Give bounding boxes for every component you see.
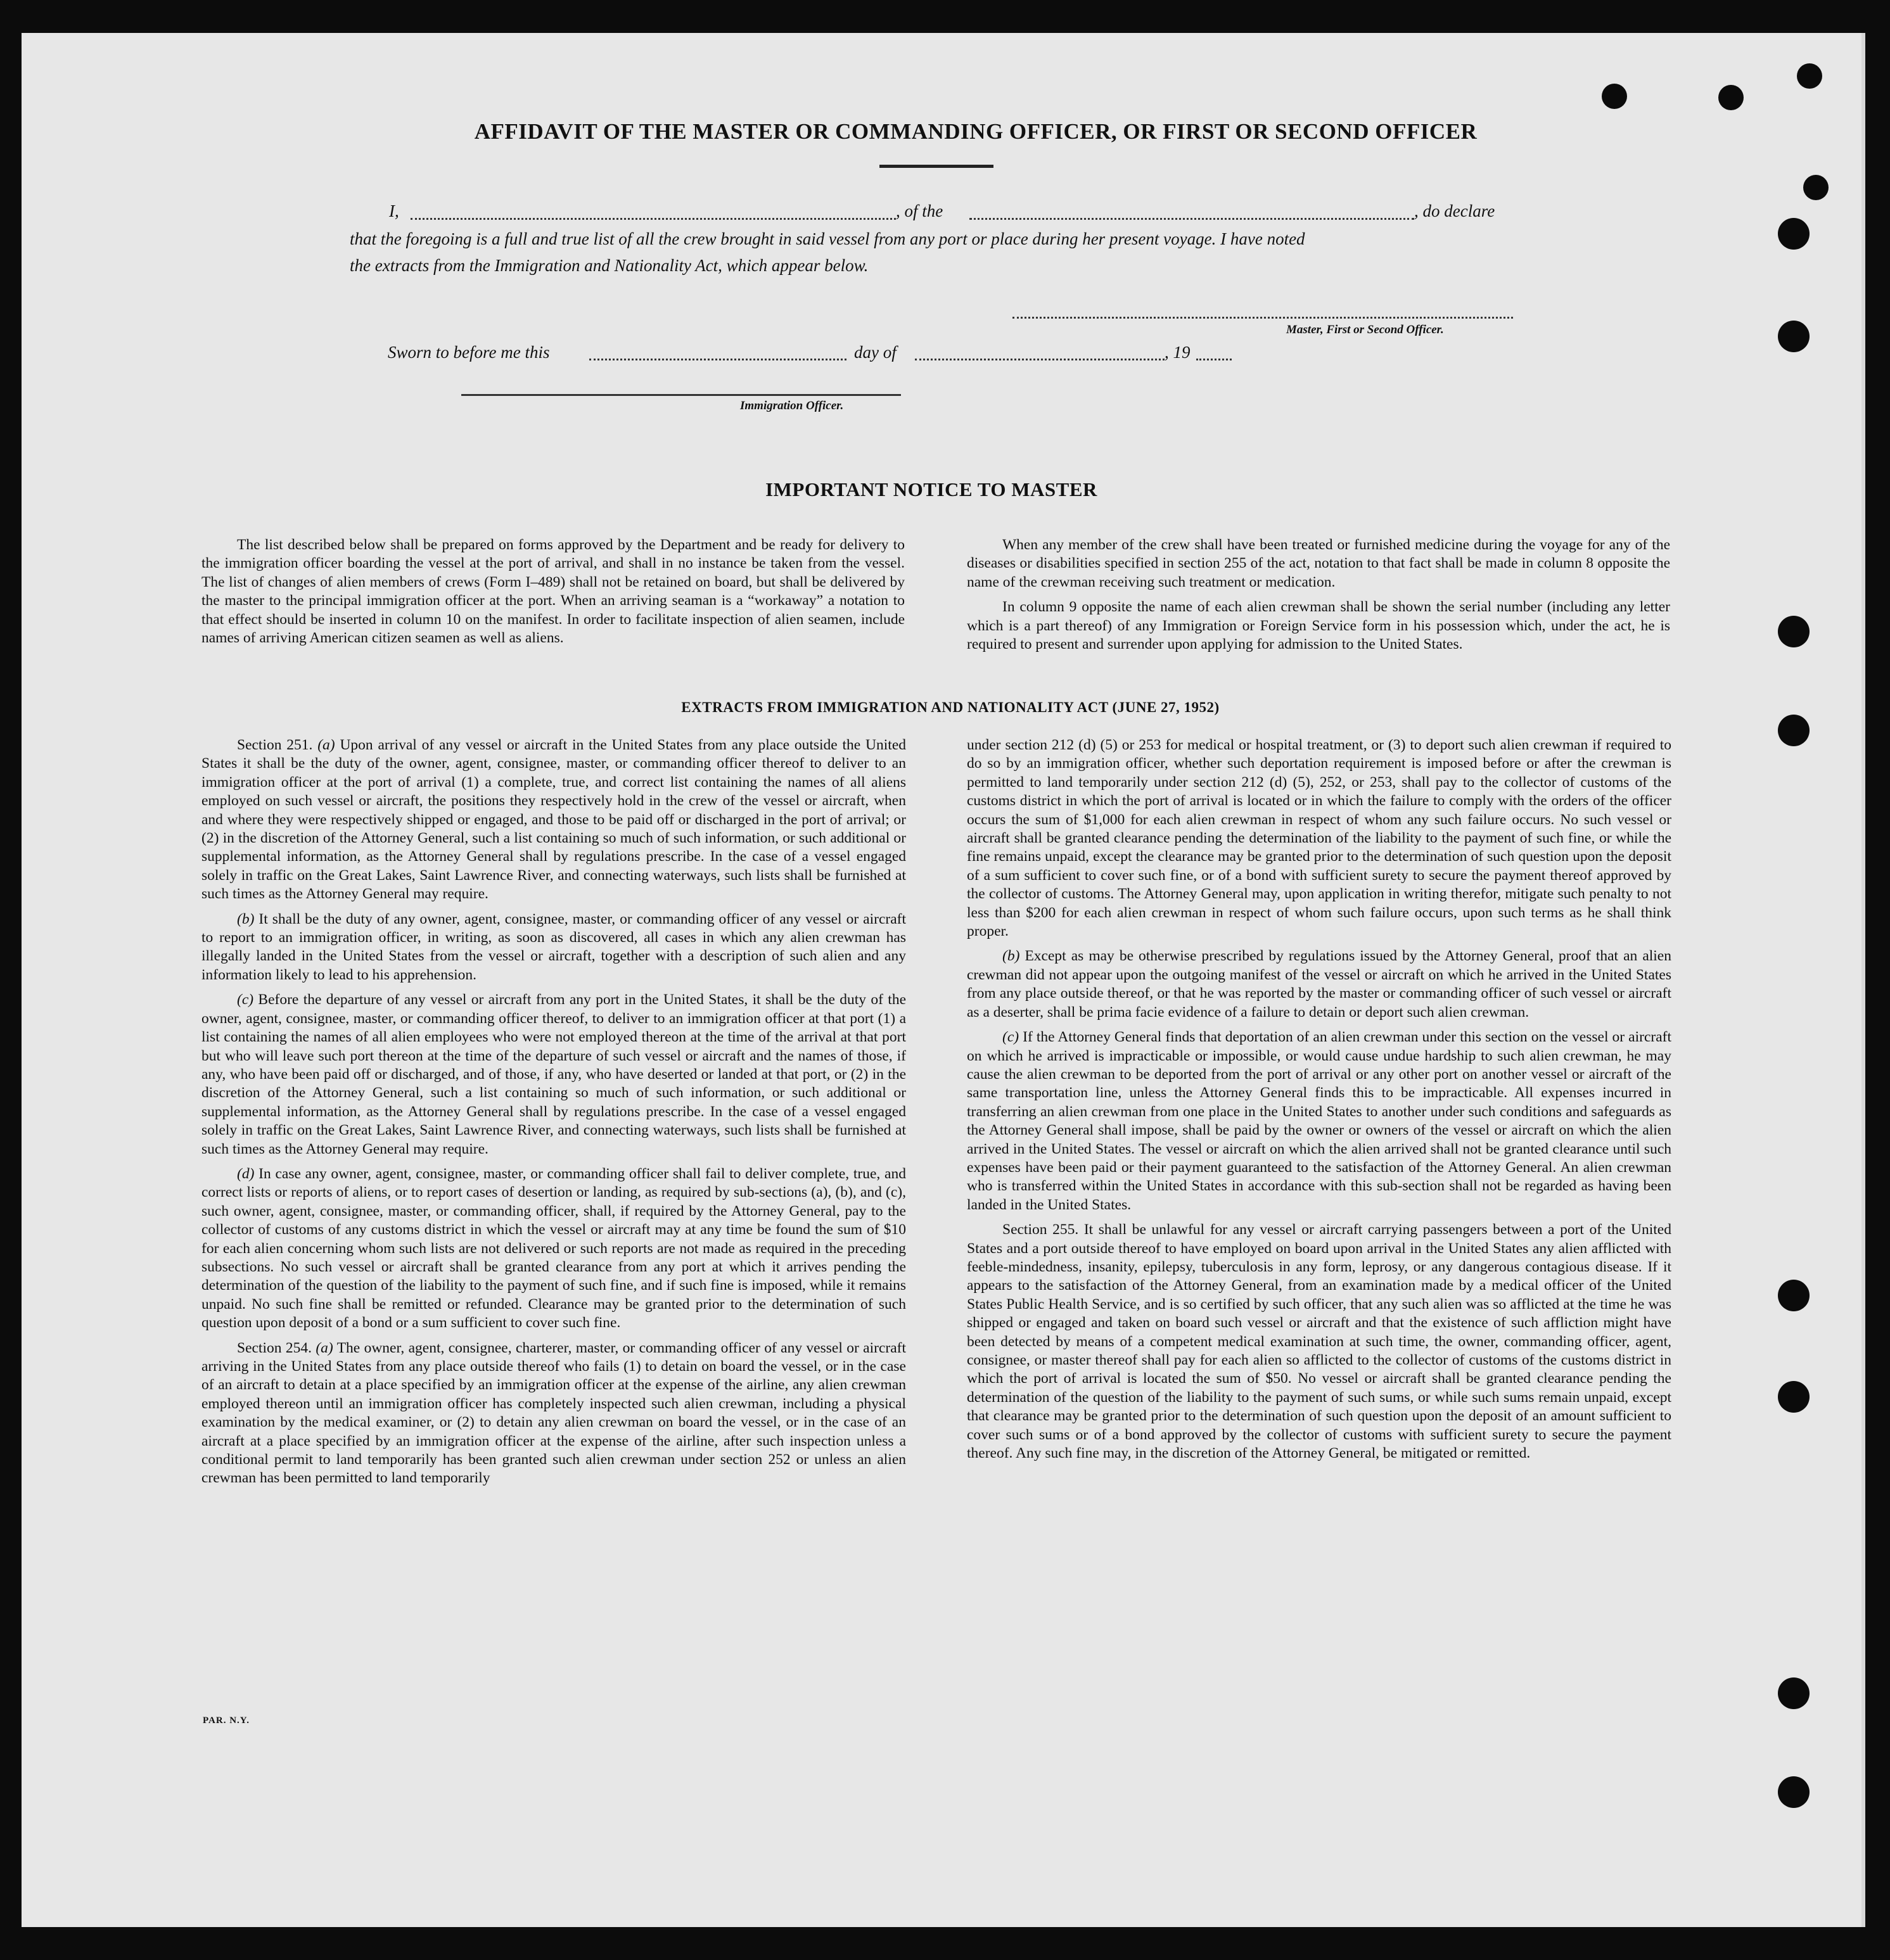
title-underline: [879, 165, 993, 168]
affidavit-line-2: that the foregoing is a full and true list of all the crew brought in said vessel from any port or place during her present voyage. I have noted: [350, 229, 1305, 248]
punch-hole: [1718, 85, 1744, 110]
subsection-marker: (a): [317, 737, 335, 753]
year-prefix: , 19: [1165, 343, 1191, 362]
extract-paragraph: [201, 991, 906, 1159]
notice-paragraph: When any member of the crew shall have been treated or furnished medicine during the voyage for any of the diseases or disabilities specified in section 255 of the act, notation to that fact shall be made in column 8 opposite the name of the crewman receiving such treatment or medication.: [967, 537, 1670, 590]
sworn-day-blank[interactable]: [589, 359, 846, 360]
officer-signature-line[interactable]: [461, 394, 901, 396]
section-lead: Section 255.: [1002, 1221, 1084, 1238]
notice-paragraph: In column 9 opposite the name of each alien crewman shall be shown the serial number (including any letter which is a part thereof) of any Immigration or Foreign Service form in his possession which, under the act, he is required to present and surrender upon applying for admission to the United States.: [967, 599, 1670, 653]
subsection-marker: (b): [1002, 948, 1020, 965]
extract-text: It shall be the duty of any owner, agent, consignee, master, or commanding officer of any vessel or aircraft to report to an immigration officer, in writing, as soon as discovered, all cases in which any alien crewman has illegally landed in the United States from the vessel or aircraft, together with a description of such alien and any information likely to lead to his apprehension.: [201, 910, 906, 983]
subsection-marker: (c): [1002, 1029, 1019, 1046]
extract-text: Upon arrival of any vessel or aircraft in the United States from any place outside the United States it shall be the duty of the owner, agent, consignee, master, or commanding officer thereof to deliver to an immigration officer at the port of arrival (1) a complete, true, and correct list containing the names of all aliens employed on such vessel or aircraft, the positions they respectively hold in the crew of the vessel or aircraft, when and where they were respectively shipped or engaged, and those to be paid off or discharged in the port of arrival; or (2) in the discretion of the Attorney General, such a list containing so much of such information, or such additional or supplemental information, as the Attorney General shall by regulations prescribe. In the case of a vessel engaged solely in traffic on the Great Lakes, Saint Lawrence River, and connecting waterways, such lists shall be furnished at such times as the Attorney General may require.: [201, 737, 906, 903]
extract-paragraph: [967, 947, 1671, 1022]
punch-hole: [1778, 1677, 1810, 1709]
officer-caption: Immigration Officer.: [740, 399, 844, 412]
punch-hole: [1778, 1381, 1810, 1413]
extract-text: under section 212 (d) (5) or 253 for medical or hospital treatment, or (3) to deport such alien crewman if required to do so by an immigration officer, whether such deportation requirement is imposed before or after the crewman is permitted to land temporarily under section 212 (d) (5), 252, or 253, shall pay to the collector of customs of the customs district in which the port of arrival is located or in which the failure to comply with the orders of the officer occurs the sum of $1,000 for each alien crewman in respect of whom any such failure occurs. No such vessel or aircraft shall be granted clearance pending the determination of the liability to the payment of such fine, or while the fine remains unpaid, except the clearance may be granted prior to the determination of such question upon the deposit of a sum sufficient to cover such fine, or of a bond with sufficient surety to secure the payment thereof approved by the collector of customs. The Attorney General may, upon application in writing therefor, mitigate such penalty to not less than $200 for each alien crewman in respect of whom such failure occurs, upon such terms as he shall think proper.: [967, 737, 1671, 940]
extract-paragraph: [201, 1165, 906, 1333]
affidavit-line-3: the extracts from the Immigration and Nationality Act, which appear below.: [350, 256, 869, 275]
punch-hole: [1778, 1776, 1810, 1808]
notice-paragraph: The list described below shall be prepared on forms approved by the Department and be ready for delivery to the immigration officer boarding the vessel at the port of arrival, and shall in no instance be taken from the vessel. The list of changes of alien members of crews (Form I–489) shall not be retained on board, but shall be delivered by the master to the principal immigration officer at the port. When an arriving seaman is a “workaway” a notation to that effect should be inserted in column 10 on the manifest. In order to facilitate inspection of alien seamen, include names of arriving American citizen seamen as well as aliens.: [201, 537, 905, 647]
subsection-marker: (c): [237, 991, 254, 1009]
extract-text: Before the departure of any vessel or aircraft from any port in the United States, it shall be the duty of the owner, agent, consignee, master, or commanding officer thereof, to deliver to an immigration officer at that port (1) a list containing the names of all alien employees who were not employed thereon at the time of the arrival at that port but who will leave such port thereon at the time of the departure of such vessel or aircraft and the names of those, if any, who have been paid off or discharged, and of those, if any, who have deserted or landed at that port, or (2) in the discretion of the Attorney General, such a list containing so much of such information, or such additional or supplemental information, as the Attorney General shall by regulations prescribe. In the case of a vessel engaged solely in traffic on the Great Lakes, Saint Lawrence River, and connecting waterways, such lists shall be furnished at such times as the Attorney General may require.: [201, 991, 906, 1157]
punch-hole: [1797, 63, 1822, 89]
punch-hole: [1778, 218, 1810, 250]
extract-paragraph: [967, 1028, 1671, 1214]
month-blank[interactable]: [915, 359, 1165, 360]
affidavit-do-declare: , do declare: [1414, 201, 1495, 220]
extract-paragraph: [967, 1221, 1671, 1463]
extract-paragraph: [967, 736, 1671, 941]
printer-mark: PAR. N.Y.: [203, 1715, 250, 1726]
extract-text: Except as may be otherwise prescribed by regulations issued by the Attorney General, proof that an alien crewman did not appear upon the outgoing manifest of the vessel or aircraft on which he arrived in the United States from any place outside thereof, or that he was reported by the master or commanding officer of such vessel or aircraft as a deserter, shall be prima facie evidence of a failure to detain or deport such alien crewman.: [967, 948, 1671, 1021]
extracts-right-column: [967, 736, 1671, 1469]
notice-title: IMPORTANT NOTICE TO MASTER: [765, 478, 1097, 500]
notice-left-column: [201, 536, 905, 654]
extract-text: The owner, agent, consignee, charterer, master, or commanding officer of any vessel or aircraft arriving in the United States from any place outside thereof who fails (1) to detain on board the vessel, or in the case of an aircraft to detain at a place specified by an immigration officer at the expense of the airline, any alien crewman employed thereon until an immigration officer has completely inspected such alien crewman, including a physical examination by the medical examiner, or (2) to detain any alien crewman on board the vessel, or in the case of an aircraft at a place specified by an immigration officer at the expense of the airline, after such inspection unless a conditional permit to land temporarily has been granted such alien crewman under section 252 or unless an alien crewman has been permitted to land temporarily: [201, 1339, 906, 1487]
punch-hole: [1778, 715, 1810, 746]
extract-paragraph: [201, 1339, 906, 1488]
rank-blank[interactable]: [969, 218, 1414, 220]
extract-text: If the Attorney General finds that deportation of an alien crewman under this section on the vessel or aircraft on which he arrived is impracticable or impossible, or would cause undue hardship to such alien crewman, he may cause the alien crewman to be deported from the port of arrival or any other port on another vessel or aircraft of the same transportation line, unless the Attorney General finds this to be impracticable. All expenses incurred in transferring an alien crewman from one place in the United States to another under such conditions and safeguards as the Attorney General shall impose, shall be paid by the owner or owners of the vessel or aircraft on which the alien arrived in the United States. The vessel or aircraft on which the alien arrived shall not be granted clearance until such expenses have been paid or their payment guaranteed to the satisfaction of the Attorney General. An alien crewman who is transferred within the United States in accordance with this sub-section shall not be regarded as having been landed in the United States.: [967, 1029, 1671, 1213]
section-lead: Section 254.: [237, 1339, 316, 1356]
subsection-marker: (b): [237, 910, 255, 927]
subsection-marker: (a): [316, 1339, 333, 1356]
extract-paragraph: [201, 910, 906, 985]
affidavit-title: AFFIDAVIT OF THE MASTER OR COMMANDING OFFICER, OR FIRST OR SECOND OFFICER: [474, 119, 1478, 144]
punch-hole: [1778, 1280, 1810, 1311]
extracts-left-column: [201, 736, 906, 1494]
affidavit-of-the: , of the: [896, 201, 943, 220]
master-signature-line[interactable]: [1012, 317, 1513, 319]
extract-paragraph: [201, 736, 906, 904]
extracts-title: EXTRACTS FROM IMMIGRATION AND NATIONALITY ACT (JUNE 27, 1952): [681, 699, 1220, 715]
subsection-marker: (d): [237, 1165, 255, 1182]
master-caption: Master, First or Second Officer.: [1286, 323, 1444, 336]
punch-hole: [1602, 84, 1627, 109]
year-blank[interactable]: [1196, 359, 1232, 360]
section-lead: Section 251.: [237, 737, 318, 753]
punch-hole: [1803, 175, 1829, 200]
notice-right-column: [967, 536, 1670, 660]
extract-text: In case any owner, agent, consignee, master, or commanding officer shall fail to deliver complete, true, and correct lists or reports of aliens, or to report cases of desertion or landing, as required by sub-sections (a), (b), and (c), such owner, agent, consignee, master, or commanding officer, shall, if required by the Attorney General, pay to the collector of customs of any customs district in which the vessel or aircraft may at any time be found the sum of $10 for each alien concerning whom such lists are not delivered or such reports are not made as required in the preceding subsections. No such vessel or aircraft shall be granted clearance from any port at which it arrives pending the determination of the question of the liability to the payment of such fine, and if such fine is imposed, while it remains unpaid. No such fine shall be remitted or refunded. Clearance may be granted prior to the determination of such question upon deposit of a bond or a sum sufficient to cover such fine.: [201, 1165, 906, 1332]
name-blank[interactable]: [411, 218, 896, 220]
sworn-text: Sworn to before me this: [388, 343, 550, 362]
punch-hole: [1778, 616, 1810, 647]
affidavit-pronoun: I,: [389, 201, 399, 220]
extract-text: It shall be unlawful for any vessel or aircraft carrying passengers between a port of the United States and a port outside thereof to have employed on board upon arrival in the United States any alien afflicted with feeble-mindedness, insanity, epilepsy, tuberculosis in any form, leprosy, or any dangerous contagious disease. If it appears to the satisfaction of the Attorney General, from an examination made by a medical officer of the United States Public Health Service, and is so certified by such officer, that any such alien was so afflicted at the time he was shipped or engaged and taken on board such vessel or aircraft and that the existence of such affliction might have been detected by means of a competent medical examination at such time, the owner, commanding officer, agent, consignee, or master thereof shall pay for each alien so afflicted to the collector of customs of the customs district in which the port of arrival is located the sum of $50. No vessel or aircraft shall be granted clearance pending the determination of the question of the liability to the payment of such sums, or while such sums remain unpaid, except that clearance may be granted prior to the determination of such question upon the deposit of an amount sufficient to cover such sums or of a bond approved by the collector of customs with sufficient surety to secure the payment thereof. Any such fine may, in the discretion of the Attorney General, be mitigated or remitted.: [967, 1221, 1671, 1462]
day-of-text: day of: [854, 343, 897, 362]
punch-hole: [1778, 321, 1810, 352]
